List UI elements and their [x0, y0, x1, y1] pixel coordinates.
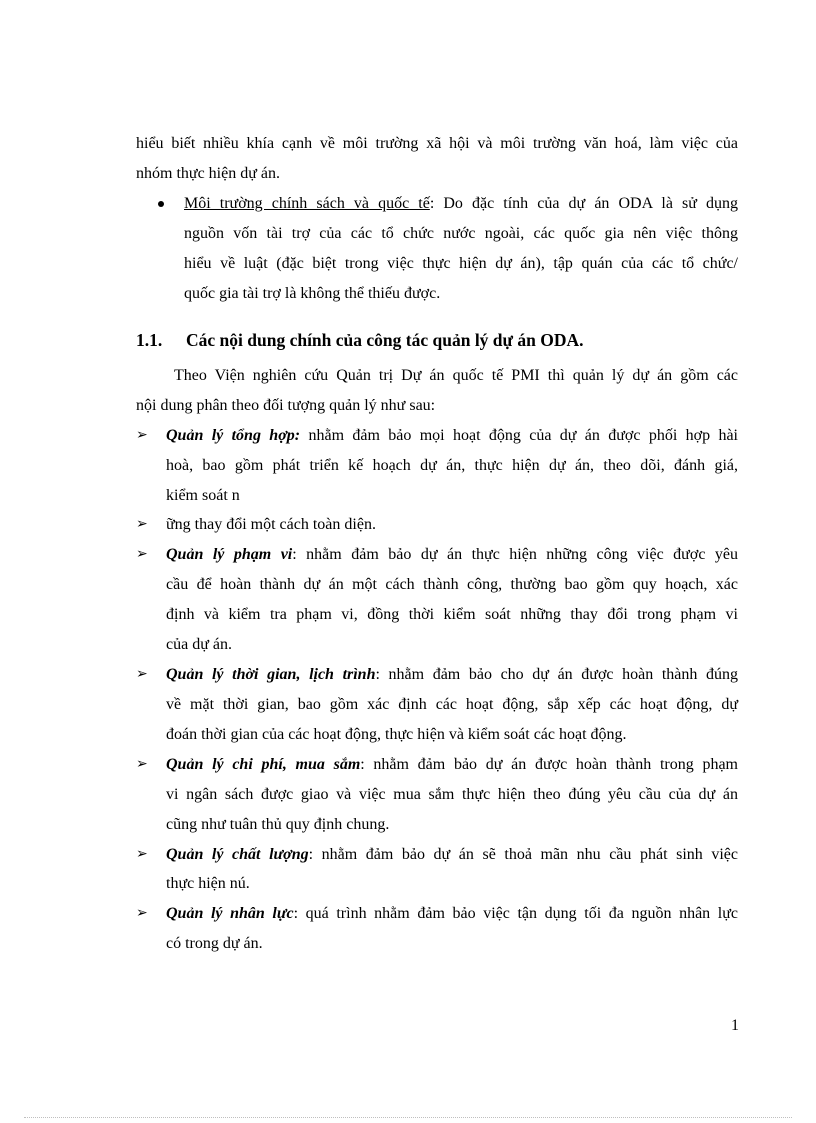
item-3-line-1-text: : nhằm đảm bảo dự án thực hiện những công việc được yêu	[292, 546, 738, 563]
item-6-label: Quản lý chất lượng	[166, 846, 309, 863]
arrow-bullet-icon: ➢	[136, 906, 148, 921]
item-4-line-3: đoán thời gian của các hoạt động, thực hiện và kiểm soát các hoạt động.	[166, 726, 627, 743]
bullet-line-3: hiểu về luật (đặc biệt trong việc thực hiện dự án), tập quán của các tổ chức/	[184, 255, 738, 272]
item-5-line-1	[166, 755, 738, 775]
item-3-line-4: của dự án.	[166, 636, 232, 653]
item-7-label: Quản lý nhân lực	[166, 905, 294, 922]
arrow-bullet-icon: ➢	[136, 547, 148, 562]
item-2-line-1: ững thay đổi một cách toàn diện.	[166, 516, 376, 533]
item-4-line-1	[166, 665, 738, 685]
bullet-dot-icon	[158, 201, 164, 207]
section-number: 1.1.	[136, 330, 163, 350]
item-6-line-1-text: : nhằm đảm bảo dự án sẽ thoả mãn nhu cầu phát sinh việc	[308, 846, 739, 863]
item-6-line-1	[166, 845, 738, 865]
arrow-bullet-icon: ➢	[136, 517, 148, 532]
item-4-label: Quản lý thời gian, lịch trình	[166, 666, 376, 683]
para-line-1: Theo Viện nghiên cứu Quản trị Dự án quốc tế PMI thì quản lý dự án gồm các	[174, 367, 738, 384]
item-1-label: Quản lý tổng hợp:	[166, 427, 301, 444]
item-5-line-3: cũng như tuân thủ quy định chung.	[166, 816, 390, 833]
item-3-line-2: cầu để hoàn thành dự án một cách thành công, thường bao gồm quy hoạch, xác	[166, 576, 738, 593]
section-title: Các nội dung chính của công tác quản lý dự án ODA.	[186, 330, 584, 350]
item-7-line-1-text: : quá trình nhằm đảm bảo việc tận dụng tối đa nguồn nhân lực	[293, 905, 739, 922]
item-4-line-2: về mặt thời gian, bao gồm xác định các hoạt động, sắp xếp các hoạt động, dự	[166, 696, 738, 713]
bullet-line-4: quốc gia tài trợ là không thể thiếu được.	[184, 285, 441, 302]
bullet-line-2: nguồn vốn tài trợ của các tổ chức nước ngoài, các quốc gia nên việc thông	[184, 225, 738, 242]
item-7-line-1	[166, 904, 738, 924]
arrow-bullet-icon: ➢	[136, 428, 148, 443]
item-5-label: Quản lý chi phí, mua sắm	[166, 756, 361, 773]
intro-line-1: hiểu biết nhiều khía cạnh về môi trường xã hội và môi trường văn hoá, làm việc của	[136, 135, 738, 152]
arrow-bullet-icon: ➢	[136, 757, 148, 772]
arrow-bullet-icon: ➢	[136, 667, 148, 682]
page-number: 1	[731, 1017, 739, 1034]
item-1-line-1	[166, 426, 738, 446]
item-3-label: Quản lý phạm vi	[166, 546, 293, 563]
item-7-line-2: có trong dự án.	[166, 935, 263, 952]
item-6-line-2: thực hiện nú.	[166, 875, 250, 892]
para-line-2: nội dung phân theo đối tượng quản lý như sau:	[136, 397, 436, 414]
bullet-line-1-text: : Do đặc tính của dự án ODA là sử dụng	[429, 195, 738, 212]
item-5-line-2: vi ngân sách được giao và việc mua sắm thực hiện theo đúng yêu cầu của dự án	[166, 786, 738, 803]
item-5-line-1-text: : nhằm đảm bảo dự án được hoàn thành trong phạm	[360, 756, 738, 773]
intro-line-2: nhóm thực hiện dự án.	[136, 165, 280, 182]
bullet-line-1	[184, 194, 738, 214]
item-4-line-1-text: : nhằm đảm bảo cho dự án được hoàn thành đúng	[375, 666, 738, 683]
page-bottom-divider	[24, 1117, 792, 1118]
item-1-line-2: hoà, bao gồm phát triển kế hoạch dự án, thực hiện dự án, theo dõi, đánh giá,	[166, 457, 738, 474]
item-1-line-3: kiểm soát n	[166, 487, 240, 504]
item-1-line-1-text: nhằm đảm bảo mọi hoạt động của dự án được phối hợp hài	[300, 427, 739, 444]
arrow-bullet-icon: ➢	[136, 847, 148, 862]
item-3-line-3: định và kiểm tra phạm vi, đồng thời kiểm soát những thay đổi trong phạm vi	[166, 606, 738, 623]
item-3-line-1	[166, 545, 738, 565]
bullet-label: Môi trường chính sách và quốc tế	[184, 195, 430, 212]
section-heading	[136, 330, 584, 351]
